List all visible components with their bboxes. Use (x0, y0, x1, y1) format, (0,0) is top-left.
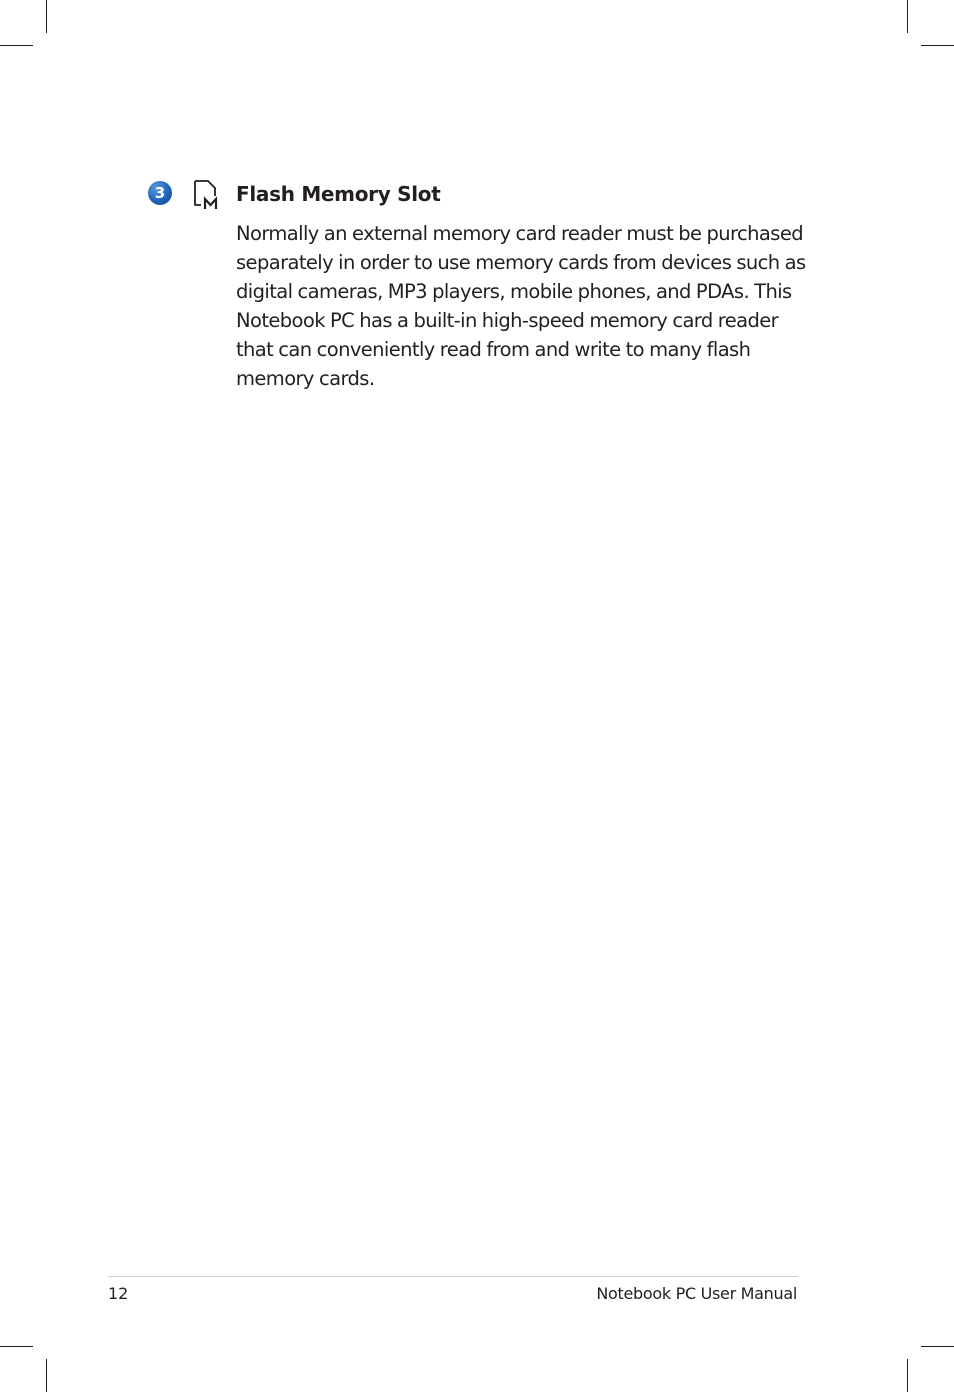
crop-mark-top-right-vertical (907, 0, 908, 33)
crop-mark-bottom-right-vertical (907, 1359, 908, 1392)
crop-mark-top-right-horizontal (921, 45, 954, 46)
footer-divider (108, 1276, 798, 1277)
crop-mark-bottom-right-horizontal (921, 1346, 954, 1347)
manual-title: Notebook PC User Manual (596, 1284, 797, 1303)
crop-mark-bottom-left-vertical (46, 1359, 47, 1392)
crop-mark-top-left-horizontal (0, 45, 33, 46)
crop-mark-top-left-vertical (46, 0, 47, 33)
page-number: 12 (108, 1284, 129, 1303)
section-body-text: Normally an external memory card reader must be purchased separately in order to use memory cards from devices such as digital cameras, MP3 players, mobile phones, and PDAs. This Notebook PC has a built-in high-speed memory card reader that can conveniently read from and write to many flash memory cards. (236, 222, 806, 390)
crop-mark-bottom-left-horizontal (0, 1346, 33, 1347)
memory-card-icon (192, 179, 222, 211)
section-title: Flash Memory Slot (236, 182, 441, 206)
item-number-badge: 3 (148, 181, 172, 205)
